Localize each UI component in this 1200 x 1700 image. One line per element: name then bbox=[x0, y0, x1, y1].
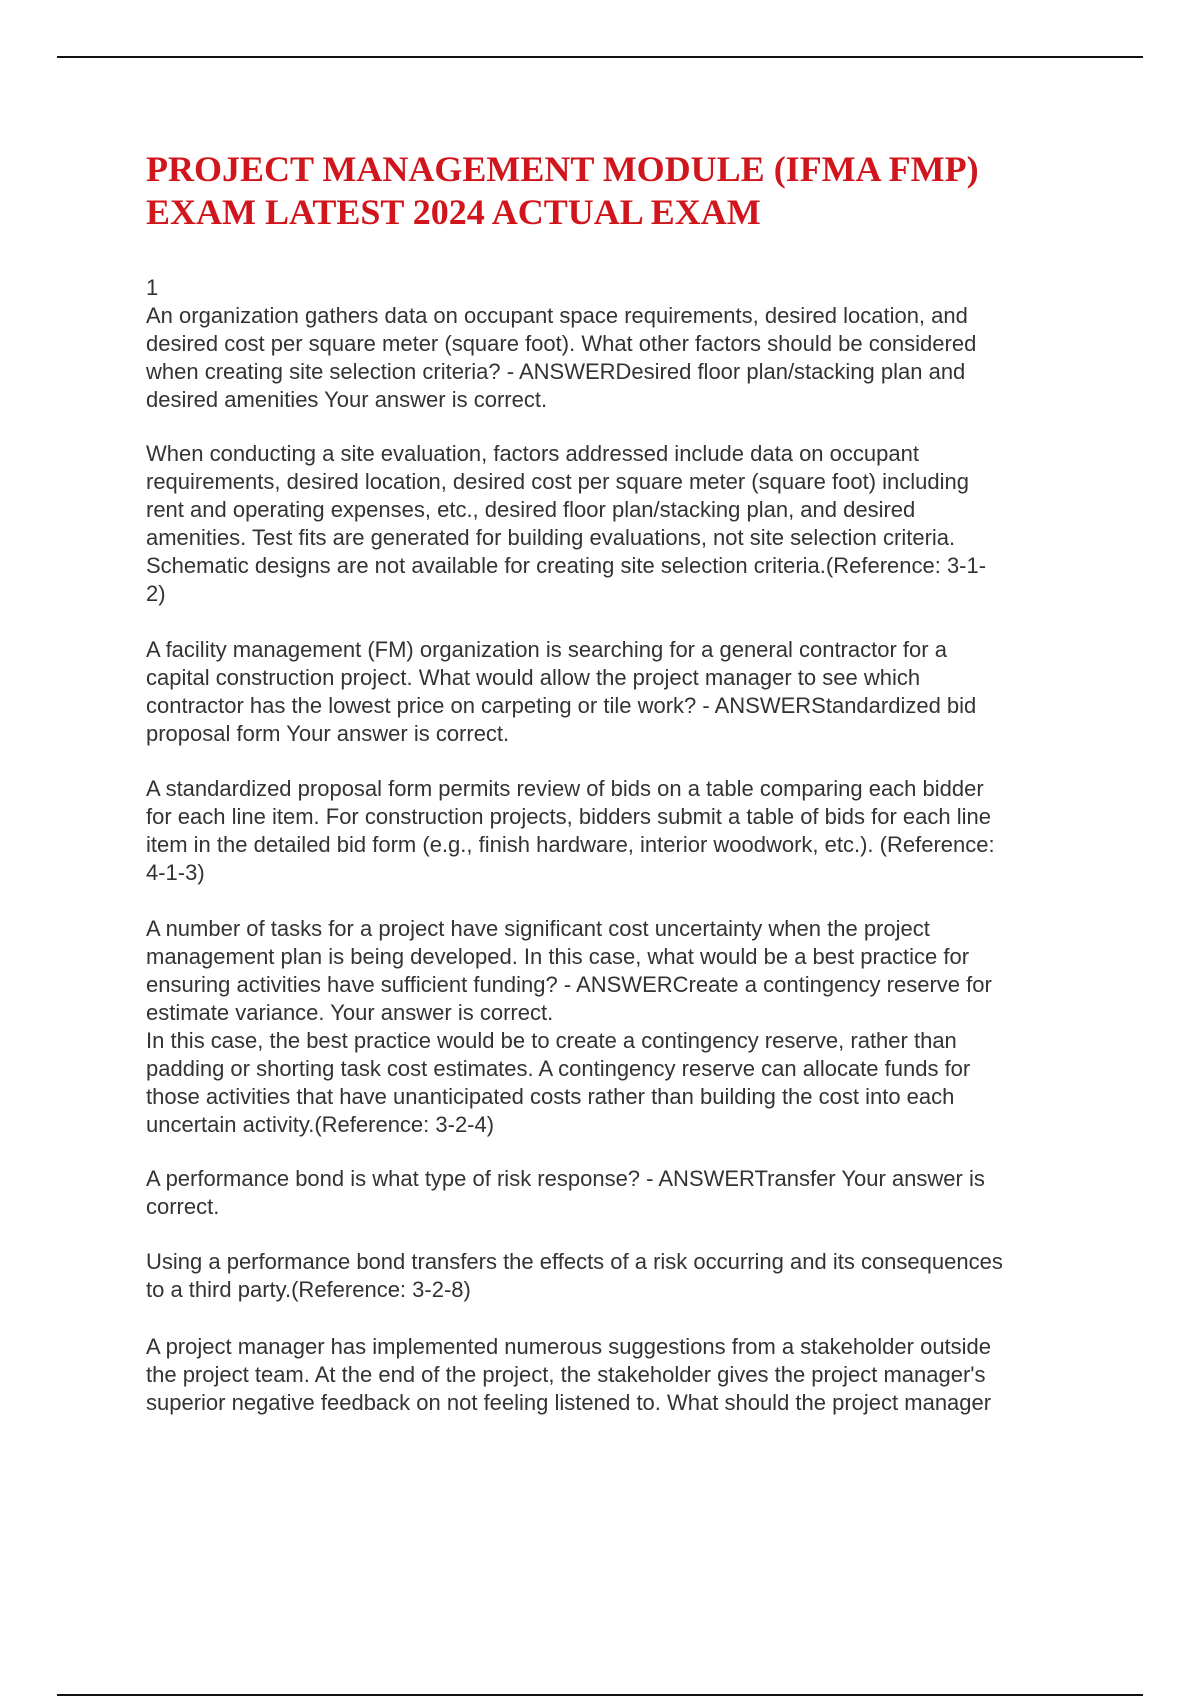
text-line: Using a performance bond transfers the effects of a risk occurring and its consequences bbox=[146, 1249, 1003, 1274]
top-divider bbox=[57, 56, 1143, 58]
text-line: A performance bond is what type of risk response? - ANSWERTransfer Your answer is bbox=[146, 1166, 985, 1191]
title-line: PROJECT MANAGEMENT MODULE (IFMA FMP) bbox=[146, 149, 979, 189]
text-line: superior negative feedback on not feeling listened to. What should the project manager bbox=[146, 1390, 992, 1415]
paragraph-7 bbox=[146, 1248, 1106, 1304]
text-line: A number of tasks for a project have significant cost uncertainty when the project bbox=[146, 916, 930, 941]
paragraph-1 bbox=[146, 302, 1106, 414]
paragraph-2 bbox=[146, 440, 1106, 608]
text-line: correct. bbox=[146, 1194, 220, 1219]
text-line: amenities. Test fits are generated for building evaluations, not site selection criteria. bbox=[146, 525, 956, 550]
text-line: management plan is being developed. In this case, what would be a best practice for bbox=[146, 944, 970, 969]
text-line: desired cost per square meter (square foot). What other factors should be considered bbox=[146, 331, 977, 356]
text-line: the project team. At the end of the project, the stakeholder gives the project manager's bbox=[146, 1362, 986, 1387]
text-line: ensuring activities have sufficient funding? - ANSWERCreate a contingency reserve for bbox=[146, 972, 992, 997]
text-line: rent and operating expenses, etc., desired floor plan/stacking plan, and desired bbox=[146, 497, 916, 522]
text-line: proposal form Your answer is correct. bbox=[146, 721, 510, 746]
text-line: Schematic designs are not available for creating site selection criteria.(Reference: 3-1- bbox=[146, 553, 987, 578]
text-line: When conducting a site evaluation, factors addressed include data on occupant bbox=[146, 441, 919, 466]
text-line: A standardized proposal form permits review of bids on a table comparing each bidder bbox=[146, 776, 984, 801]
text-line: padding or shorting task cost estimates. A contingency reserve can allocate funds for bbox=[146, 1056, 971, 1081]
text-line: item in the detailed bid form (e.g., finish hardware, interior woodwork, etc.). (Reference: bbox=[146, 832, 995, 857]
text-line: when creating site selection criteria? - ANSWERDesired floor plan/stacking plan and bbox=[146, 359, 966, 384]
question-number: 1 bbox=[146, 275, 159, 300]
text-line: An organization gathers data on occupant space requirements, desired location, and bbox=[146, 303, 968, 328]
text-line: 4-1-3) bbox=[146, 860, 205, 885]
text-line: desired amenities Your answer is correct. bbox=[146, 387, 548, 412]
text-line: 2) bbox=[146, 581, 166, 606]
text-line: estimate variance. Your answer is correct. bbox=[146, 1000, 554, 1025]
paragraph-6 bbox=[146, 1165, 1106, 1221]
question-number-block bbox=[146, 274, 1106, 302]
paragraph-4 bbox=[146, 775, 1106, 887]
text-line: A facility management (FM) organization is searching for a general contractor for a bbox=[146, 637, 947, 662]
paragraph-3 bbox=[146, 636, 1106, 748]
text-line: A project manager has implemented numerous suggestions from a stakeholder outside bbox=[146, 1334, 992, 1359]
text-line: capital construction project. What would allow the project manager to see which bbox=[146, 665, 921, 690]
paragraph-8 bbox=[146, 1333, 1106, 1417]
text-line: uncertain activity.(Reference: 3-2-4) bbox=[146, 1112, 495, 1137]
text-line: for each line item. For construction projects, bidders submit a table of bids for each line bbox=[146, 804, 991, 829]
bottom-divider bbox=[57, 1694, 1143, 1696]
paragraph-5 bbox=[146, 915, 1106, 1139]
text-line: In this case, the best practice would be to create a contingency reserve, rather than bbox=[146, 1028, 957, 1053]
text-line: requirements, desired location, desired cost per square meter (square foot) including bbox=[146, 469, 969, 494]
title-line: EXAM LATEST 2024 ACTUAL EXAM bbox=[146, 192, 761, 232]
text-line: contractor has the lowest price on carpeting or tile work? - ANSWERStandardized bid bbox=[146, 693, 977, 718]
document-title bbox=[146, 148, 1106, 234]
text-line: those activities that have unanticipated costs rather than building the cost into each bbox=[146, 1084, 955, 1109]
text-line: to a third party.(Reference: 3-2-8) bbox=[146, 1277, 471, 1302]
